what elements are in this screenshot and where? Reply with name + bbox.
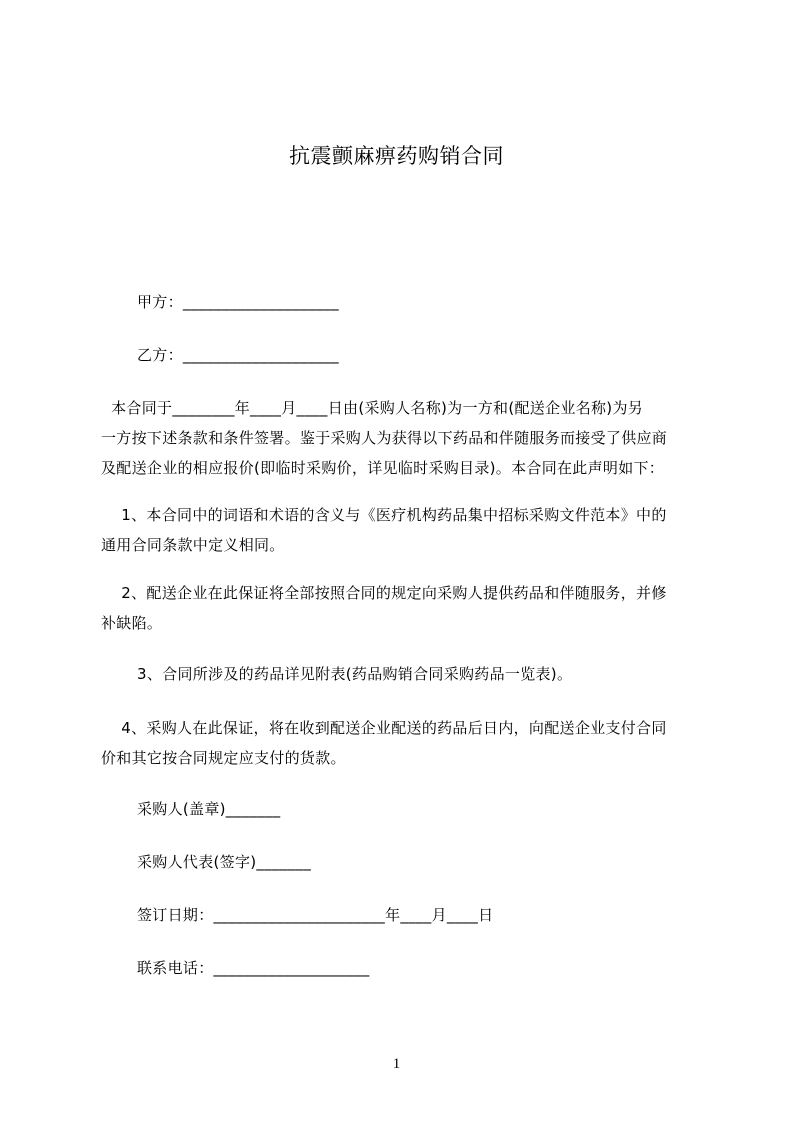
- intro-line-2: 一方按下述条款和条件签署。鉴于采购人为获得以下药品和伴随服务而接受了供应商: [101, 429, 668, 447]
- clause-4-line-2: 价和其它按合同规定应支付的货款。: [101, 749, 346, 767]
- intro-line-3: 及配送企业的相应报价(即临时采购价，详见临时采购目录)。本合同在此声明如下：: [101, 459, 665, 477]
- clause-2: [101, 578, 713, 638]
- sign-date-field: 签订日期：______________________年____月____日: [137, 906, 494, 924]
- clause-1: [101, 500, 713, 560]
- document-title: 抗震颤麻痹药购销合同: [289, 144, 504, 168]
- clause-4-line-1: 4、采购人在此保证，将在收到配送企业配送的药品后日内，向配送企业支付合同: [101, 719, 667, 737]
- clause-2-line-1: 2、配送企业在此保证将全部按照合同的规定向采购人提供药品和伴随服务，并修: [101, 584, 667, 602]
- phone-field: 联系电话：____________________: [137, 959, 370, 977]
- representative-signature-field: 采购人代表(签字)_______: [137, 853, 312, 871]
- clause-1-line-1: 1、本合同中的词语和术语的含义与《医疗机构药品集中招标采购文件范本》中的: [101, 506, 667, 524]
- clause-3: 3、合同所涉及的药品详见附表(药品购销合同采购药品一览表)。: [137, 665, 573, 683]
- purchaser-seal-field: 采购人(盖章)_______: [137, 800, 281, 818]
- clause-1-line-2: 通用合同条款中定义相同。: [101, 536, 285, 554]
- intro-line-1: 本合同于________年____月____日由(采购人名称)为一方和(配送企业名称)为另: [101, 399, 644, 417]
- intro-paragraph: [101, 393, 713, 483]
- clause-4: [101, 713, 713, 773]
- party-b-field: 乙方：____________________: [137, 346, 339, 364]
- party-a-field: 甲方：____________________: [137, 293, 339, 311]
- clause-2-line-2: 补缺陷。: [101, 614, 163, 632]
- page-number: 1: [392, 1056, 401, 1072]
